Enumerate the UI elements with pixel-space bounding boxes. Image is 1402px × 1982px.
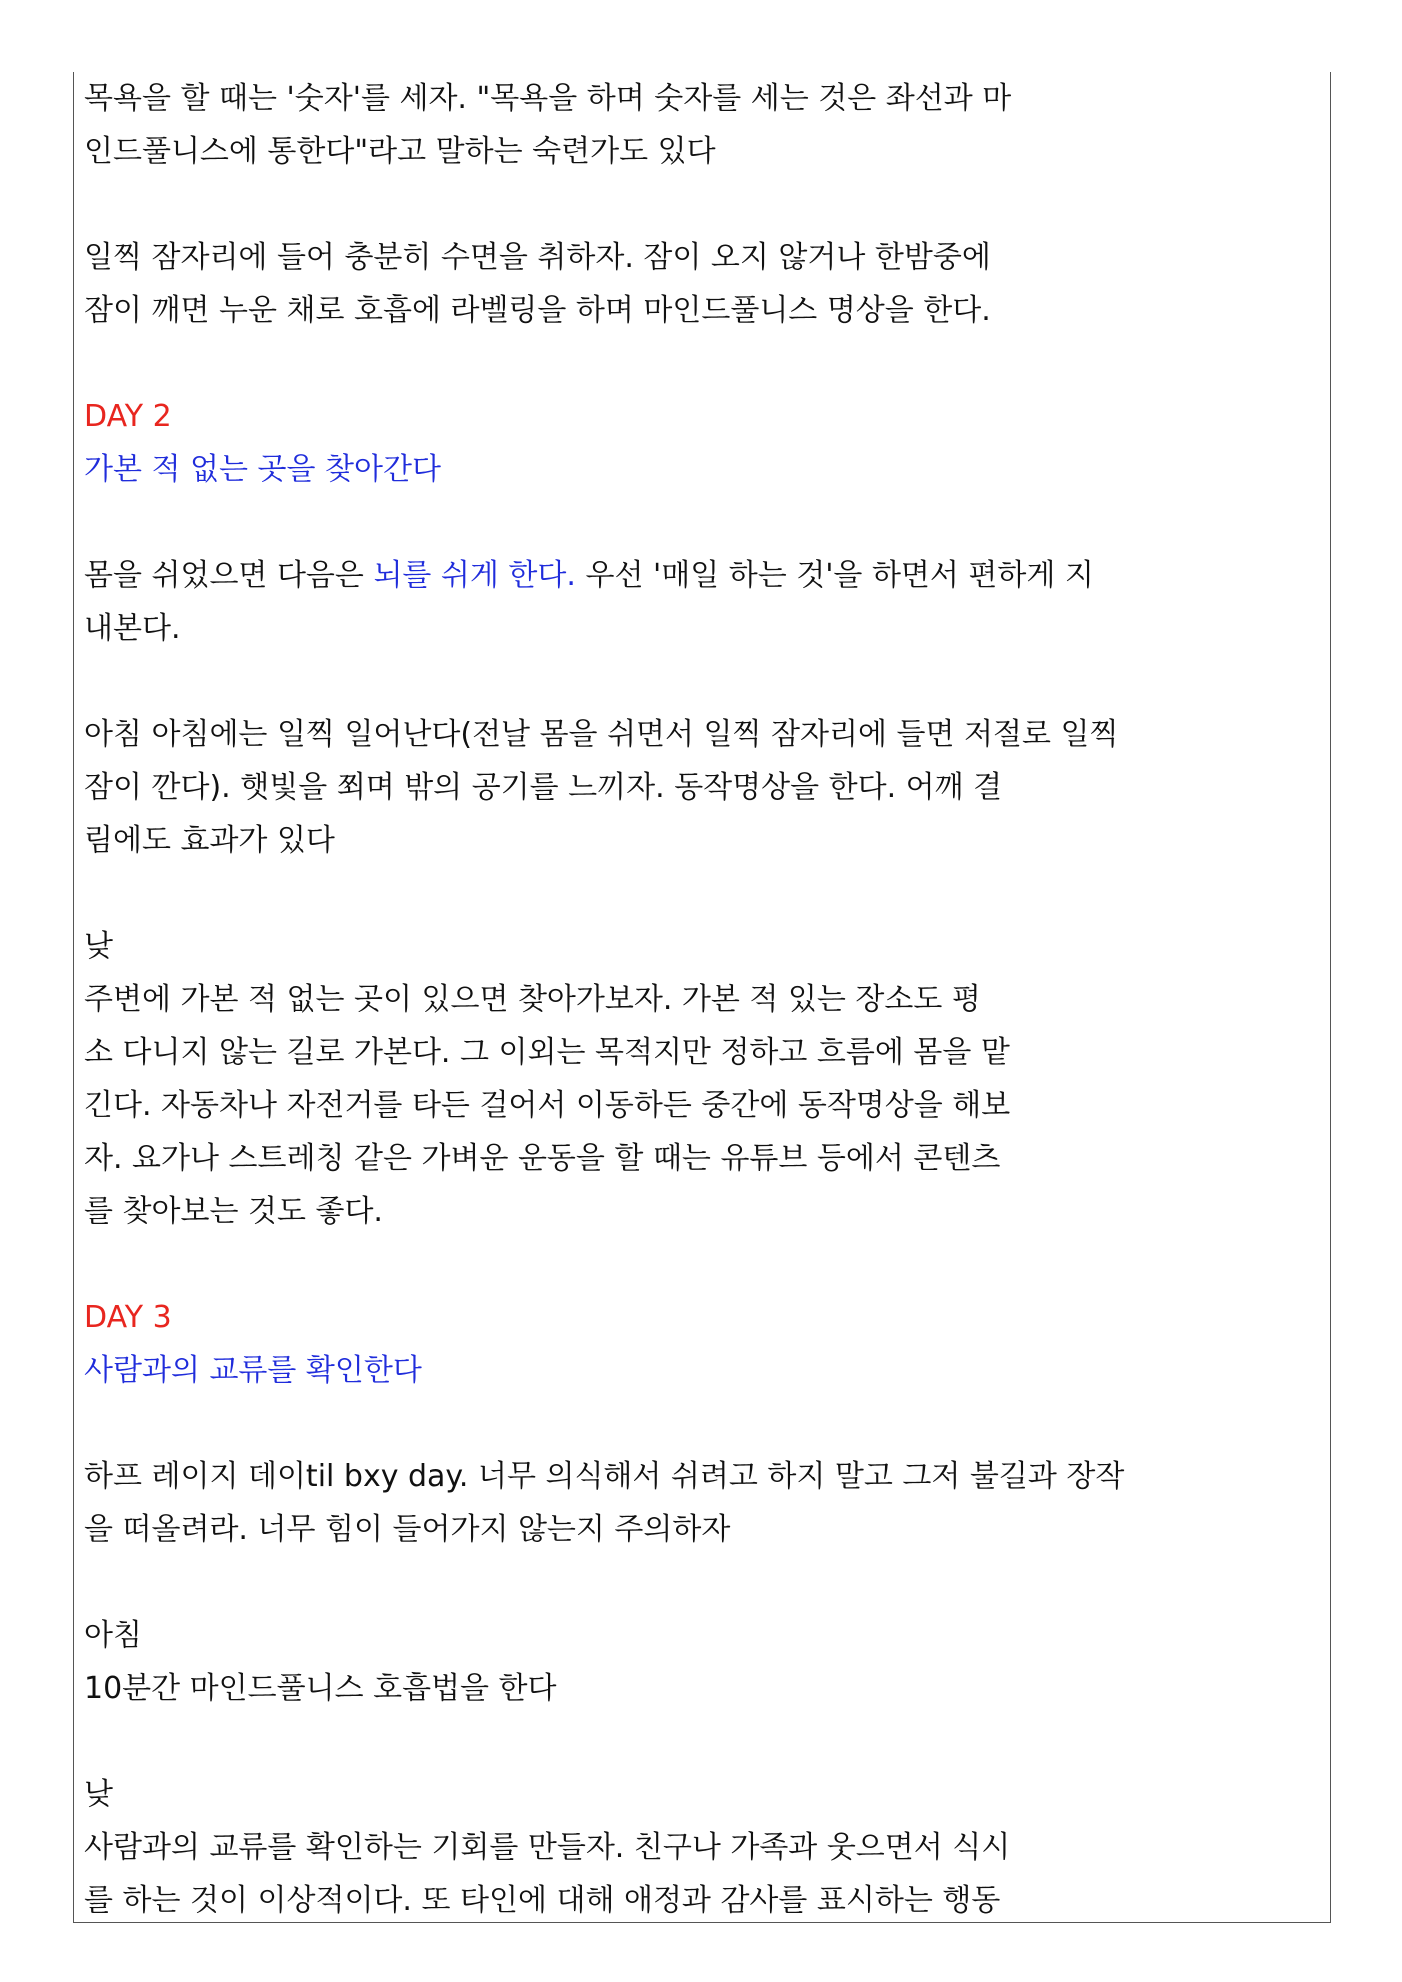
day3-intro-line-1: 하프 레이지 데이til bxy day. 너무 의식해서 쉬려고 하지 말고 그저 불길과 장작 xyxy=(84,1459,1125,1494)
day2-noon-line-4: 자. 요가나 스트레칭 같은 가벼운 운동을 할 때는 유튜브 등에서 콘텐츠 xyxy=(84,1141,1001,1176)
day2-morning-line-2: 잠이 깐다). 햇빛을 쬐며 밖의 공기를 느끼자. 동작명상을 한다. 어깨 결 xyxy=(84,770,1003,805)
paragraph-gap xyxy=(84,867,1314,920)
document-page xyxy=(73,72,1331,1923)
day2-noon-line-2: 소 다니지 않는 길로 가본다. 그 이외는 목적지만 정하고 흐름에 몸을 맡 xyxy=(84,1035,1010,1070)
paragraph-gap xyxy=(84,337,1314,390)
day2-intro-line-2: 내본다. xyxy=(84,611,181,646)
day2-morning-line-1: 아침 아침에는 일찍 일어난다(전날 몸을 쉬면서 일찍 잠자리에 들면 저절로 일찍 xyxy=(84,717,1119,752)
paragraph-gap xyxy=(84,1556,1314,1609)
day2-intro-highlight: 뇌를 쉬게 한다. xyxy=(373,558,576,593)
day2-intro-text-a: 몸을 쉬었으면 다음은 xyxy=(84,558,374,593)
day2-intro-line-1 xyxy=(84,549,1314,602)
document-body xyxy=(84,72,1314,1923)
day3-label: DAY 3 xyxy=(84,1300,172,1335)
day3-morning-line-1: 10분간 마인드풀니스 호흡법을 한다 xyxy=(84,1671,557,1706)
day3-morning-label: 아침 xyxy=(84,1618,142,1653)
sleep-paragraph-line-2: 잠이 깨면 누운 채로 호흡에 라벨링을 하며 마인드풀니스 명상을 한다. xyxy=(84,293,991,328)
day2-label: DAY 2 xyxy=(84,399,172,434)
day2-noon-line-1: 주변에 가본 적 없는 곳이 있으면 찾아가보자. 가본 적 있는 장소도 평 xyxy=(84,982,981,1017)
day3-title: 사람과의 교류를 확인한다 xyxy=(84,1353,422,1388)
day2-intro-text-b: 우선 '매일 하는 것'을 하면서 편하게 지 xyxy=(575,558,1094,593)
sleep-paragraph-line-1: 일찍 잠자리에 들어 충분히 수면을 취하자. 잠이 오지 않거나 한밤중에 xyxy=(84,240,991,275)
day2-title: 가본 적 없는 곳을 찾아간다 xyxy=(84,452,441,487)
paragraph-gap xyxy=(84,655,1314,708)
bath-paragraph-line-2: 인드풀니스에 통한다"라고 말하는 숙련가도 있다 xyxy=(84,134,716,169)
day3-noon-line-1: 사람과의 교류를 확인하는 기회를 만들자. 친구나 가족과 웃으면서 식시 xyxy=(84,1830,1011,1865)
day3-intro-line-2: 을 떠올려라. 너무 힘이 들어가지 않는지 주의하자 xyxy=(84,1512,731,1547)
day2-noon-label: 낮 xyxy=(84,929,113,964)
day2-noon-line-5: 를 찾아보는 것도 좋다. xyxy=(84,1194,383,1229)
paragraph-gap xyxy=(84,178,1314,231)
day2-noon-line-3: 긴다. 자동차나 자전거를 타든 걸어서 이동하든 중간에 동작명상을 해보 xyxy=(84,1088,1011,1123)
day3-noon-label: 낮 xyxy=(84,1777,113,1812)
bath-paragraph-line-1: 목욕을 할 때는 '숫자'를 세자. "목욕을 하며 숫자를 세는 것은 좌선과 마 xyxy=(84,81,1012,116)
paragraph-gap xyxy=(84,496,1314,549)
day2-morning-line-3: 림에도 효과가 있다 xyxy=(84,823,335,858)
paragraph-gap xyxy=(84,1238,1314,1291)
paragraph-gap xyxy=(84,1715,1314,1768)
paragraph-gap xyxy=(84,1397,1314,1450)
day3-noon-line-2: 를 하는 것이 이상적이다. 또 타인에 대해 애정과 감사를 표시하는 행동 xyxy=(84,1883,1001,1918)
